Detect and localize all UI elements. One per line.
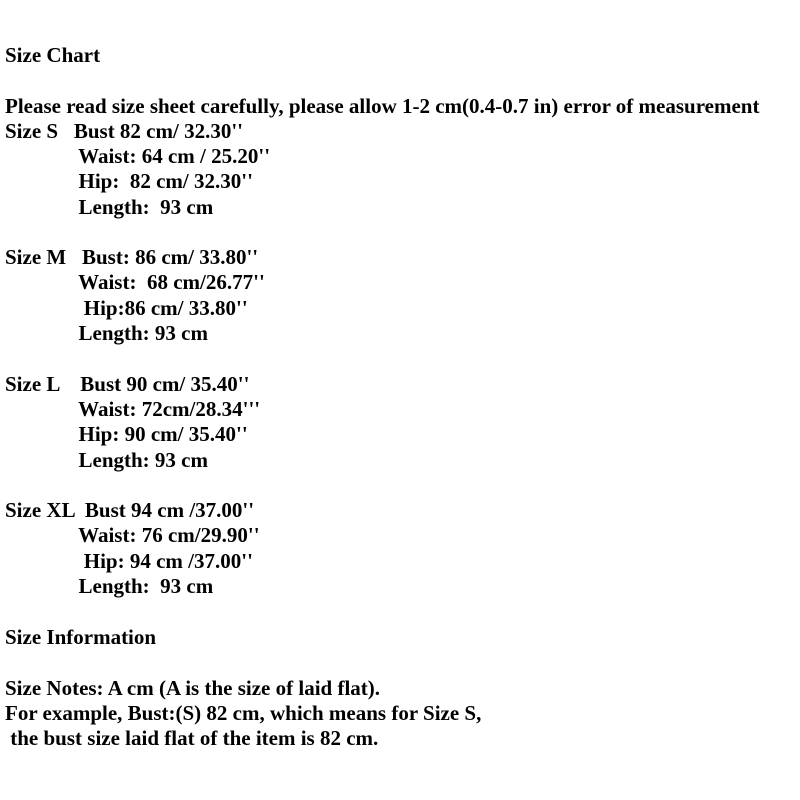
size-s-hip: Hip: 82 cm/ 32.30''	[5, 169, 253, 193]
size-s-waist: Waist: 64 cm / 25.20''	[5, 144, 271, 168]
size-xl-waist: Waist: 76 cm/29.90''	[5, 523, 260, 547]
size-xl-length: Length: 93 cm	[5, 574, 214, 598]
size-xl-bust: Size XL Bust 94 cm /37.00''	[5, 498, 255, 522]
size-l-waist: Waist: 72cm/28.34'''	[5, 397, 261, 421]
page-title: Size Chart	[5, 43, 101, 67]
size-xl-hip: Hip: 94 cm /37.00''	[5, 549, 253, 573]
size-m-waist: Waist: 68 cm/26.77''	[5, 270, 265, 294]
size-m-hip: Hip:86 cm/ 33.80''	[5, 296, 248, 320]
section-heading-size-information: Size Information	[5, 625, 157, 649]
size-m-length: Length: 93 cm	[5, 321, 208, 345]
size-l-length: Length: 93 cm	[5, 448, 208, 472]
measurement-notice: Please read size sheet carefully, please allow 1-2 cm(0.4-0.7 in) error of measurement	[5, 94, 760, 118]
size-notes-line: For example, Bust:(S) 82 cm, which means for Size S,	[5, 701, 482, 725]
size-m-bust: Size M Bust: 86 cm/ 33.80''	[5, 245, 259, 269]
size-notes-line: the bust size laid flat of the item is 82 cm.	[5, 726, 379, 750]
size-l-bust: Size L Bust 90 cm/ 35.40''	[5, 372, 250, 396]
size-s-length: Length: 93 cm	[5, 195, 214, 219]
size-l-hip: Hip: 90 cm/ 35.40''	[5, 422, 248, 446]
size-notes-line: Size Notes: A cm (A is the size of laid flat).	[5, 676, 381, 700]
size-s-bust: Size S Bust 82 cm/ 32.30''	[5, 119, 244, 143]
